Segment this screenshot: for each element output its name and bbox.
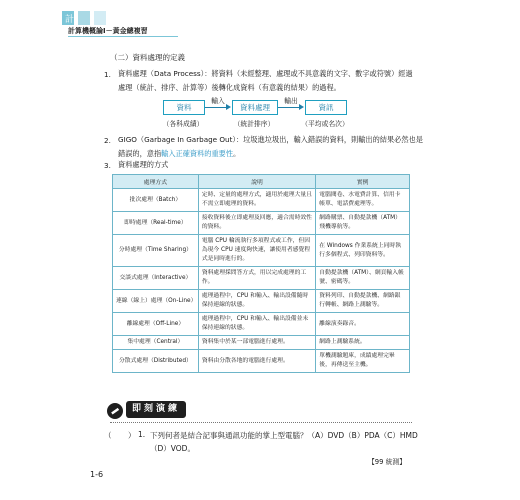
table-row [113,350,410,373]
table-cell-method: 連線（線上）處理（On-Line） [113,290,199,313]
table-cell-example: 自動提款機（ATM）、網頁輸入帳號、密碼等。 [316,267,410,290]
table-header-method: 處理方式 [113,175,199,189]
table-cell-method: 分時處理（Time Sharing） [113,235,199,267]
table-header-description: 說明 [198,175,315,189]
question-1-paren-close: ） [128,431,136,440]
processing-methods-table [112,174,410,373]
question-1-number: 1. [138,430,146,439]
table-cell-example: 單機測驗題庫，成績處理完畢後，再傳送至主機。 [316,350,410,373]
header-rule [68,36,178,37]
item-2-line-1: GIGO（Garbage In Garbage Out）：垃圾進垃圾出，輸入錯誤的資料，則輸出的結果必然也是 [118,135,423,144]
pencil-icon [106,402,124,424]
svg-text:計: 計 [65,15,75,25]
diagram-label-input: 輸入 [211,97,225,105]
item-2-suffix: 。 [233,149,241,158]
table-cell-description: 處理過程中，CPU 和輸入、輸出設備隨時保持連線的狀態。 [198,290,315,313]
item-2-prefix: 錯誤的，意指 [118,149,162,158]
table-cell-example: 網路購票、自動提款機（ATM）飛機導航等。 [316,212,410,235]
table-cell-method: 批次處理（Batch） [113,189,199,212]
diagram-arrow-1-head [226,104,231,110]
item-3-number: 3. [104,161,111,170]
table-cell-description: 定時、定量的處理方式，適用於處理大量且不需立即處理的資料。 [198,189,315,212]
diagram-box-output: 資訊 [305,100,347,115]
table-cell-example: 網路上測驗系統。 [316,336,410,350]
item-3-text: 資料處理的方式 [118,160,169,169]
table-row [113,336,410,350]
book-icon [58,8,148,28]
table-row [113,189,410,212]
page-number: 1-6 [90,470,104,479]
table-cell-example: 電腦閱卷、水電費計算、信用卡帳單、電話費處理等。 [316,189,410,212]
diagram-caption-process: （統計排序） [233,120,275,128]
table-cell-method: 集中處理（Central） [113,336,199,350]
diagram-caption-output: （平均或名次） [301,120,349,128]
table-row [113,212,410,235]
table-cell-example: 離線演奏錄音。 [316,313,410,336]
table-header-example: 實例 [316,175,410,189]
question-1-text: 下列何者是結合記事與通訊功能的掌上型電腦？（A）DVD（B）PDA（C）HMD [150,431,418,440]
item-2-number: 2. [104,136,111,145]
item-2-highlight: 輸入正確資料的重要性 [161,149,234,158]
question-1-paren-open: （ [104,431,112,440]
table-cell-description: 接收資料後立即處理及回應，適合需時效性的資料。 [198,212,315,235]
practice-divider [110,422,412,423]
table-cell-description: 電腦 CPU 輪流執行多項程式或工作，但因為現今 CPU 速度夠快速，讓使用者感覺程式是同時進行的。 [198,235,315,267]
diagram-box-input: 資料 [163,100,205,115]
table-cell-method: 交談式處理（Interactive） [113,267,199,290]
item-1-line-2: 處理（統計、排序、計算等）後轉化成資料（有意義的結果）的過程。 [118,83,341,92]
table-cell-description: 資料處理採問答方式，用以完成處理的工作。 [198,267,315,290]
table-row [113,290,410,313]
table-row [113,313,410,336]
table-row [113,235,410,267]
question-1-line-2: （D）VOD。 [150,444,195,453]
table-cell-description: 資料由分散各地的電腦進行處理。 [198,350,315,373]
practice-title: 即刻演練 [126,401,186,418]
diagram-arrow-1 [205,107,227,108]
diagram-caption-input: （各科成績） [162,120,204,128]
diagram-box-process: 資料處理 [232,100,278,115]
diagram-label-output: 輸出 [284,97,298,105]
question-1-source: 【99 統測】 [368,458,406,466]
table-cell-description: 處理過程中，CPU 和輸入、輸出設備並未保持連線的狀態。 [198,313,315,336]
table-row [113,267,410,290]
item-1-line-1: 資料處理（Data Process）：將資料（未經整理、處理或不具意義的文字、數字或符號）經過 [118,69,413,78]
table-header-row [113,175,410,189]
item-1-number: 1. [104,70,111,79]
table-cell-example: 在 Windows 作業系統上同時執行多個程式、列印資料等。 [316,235,410,267]
table-cell-example: 資料列印、自動提款機、網路銀行轉帳、網路上測驗等。 [316,290,410,313]
table-cell-method: 即時處理（Real-time） [113,212,199,235]
diagram-arrow-2 [278,107,300,108]
header-title: 計算機概論Ⅰ－黃金總複習 [68,27,148,35]
table-cell-description: 資料集中於某一部電腦進行處理。 [198,336,315,350]
table-cell-method: 離線處理（Off-Line） [113,313,199,336]
section-title: （二）資料處理的定義 [110,53,185,62]
table-cell-method: 分散式處理（Distributed） [113,350,199,373]
diagram-arrow-2-head [299,104,304,110]
